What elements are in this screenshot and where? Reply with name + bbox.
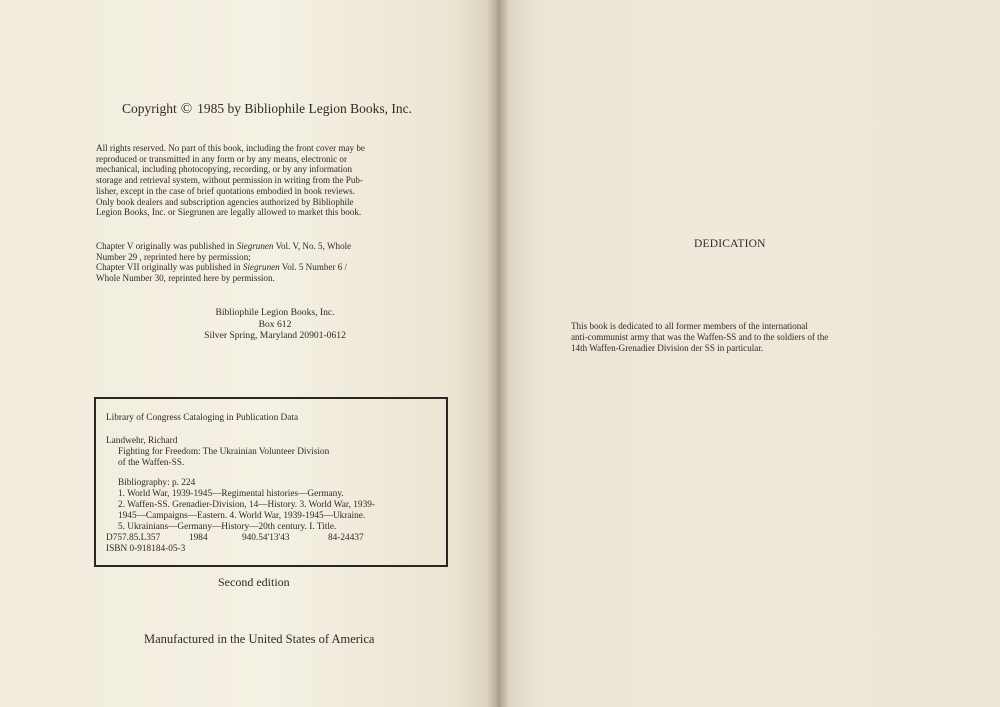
manufactured-line: Manufactured in the United States of America	[144, 632, 375, 646]
cip-subject-line: 1945—Campaigns—Eastern. 4. World War, 1939-1945—Ukraine.	[118, 511, 366, 521]
chapter-notes	[96, 241, 351, 284]
dedication-line: This book is dedicated to all former members of the international	[571, 321, 808, 331]
copyright-page	[0, 0, 492, 707]
cip-year: 1984	[189, 533, 208, 543]
publisher-address	[180, 307, 370, 342]
periodical-title: Siegrunen	[236, 241, 274, 251]
cip-heading: Library of Congress Cataloging in Publication Data	[106, 413, 299, 423]
rights-reserved-paragraph	[96, 143, 454, 218]
publisher-box: Box 612	[258, 318, 292, 330]
chapter-7-note	[96, 262, 351, 273]
cip-author: Landwehr, Richard	[106, 436, 178, 446]
rights-line: Only book dealers and subscription agencies authorized by Bibliophile	[96, 196, 354, 207]
chapter-7-note-line2: Whole Number 30, reprinted here by permission.	[96, 273, 275, 284]
rights-line: lisher, except in the case of brief quotations embodied in book reviews.	[96, 185, 355, 196]
rights-line: reproduced or transmitted in any form or by any means, electronic or	[96, 153, 348, 164]
note-text: Chapter V originally was published in	[96, 241, 237, 251]
dedication-text	[571, 321, 828, 354]
chapter-5-note	[96, 241, 351, 252]
chapter-5-note-line2: Number 29 , reprinted here by permission;	[96, 251, 251, 262]
cip-lccn: 84-24437	[328, 533, 364, 543]
rights-line: All rights reserved. No part of this book, including the front cover may be	[96, 143, 365, 153]
note-text: Vol. 5 Number 6 /	[279, 262, 348, 273]
rights-line: mechanical, including photocopying, recording, or by any information	[96, 164, 353, 175]
rights-line: Legion Books, Inc. or Siegrunen are legally allowed to market this book.	[96, 207, 362, 218]
copyright-line	[122, 101, 412, 118]
edition-label: Second edition	[218, 575, 290, 589]
rights-line: storage and retrieval system, without permission in writing from the Pub-	[96, 175, 363, 186]
cip-subject-line: 2. Waffen-SS. Grenadier-Division, 14—History. 3. World War, 1939-	[118, 500, 375, 510]
cip-dewey: 940.54'13'43	[242, 533, 290, 543]
publisher-city: Silver Spring, Maryland 20901-0612	[204, 330, 346, 341]
book-gutter	[488, 0, 510, 707]
note-text: Vol. V, No. 5, Whole	[273, 241, 352, 251]
dedication-title: DEDICATION	[694, 238, 766, 250]
dedication-line: anti-communist army that was the Waffen-SS and to the soldiers of the	[571, 332, 829, 342]
cip-isbn: ISBN 0-918184-05-3	[106, 544, 186, 554]
copyright-prefix: Copyright	[122, 101, 177, 116]
cip-data-box	[94, 397, 448, 567]
publisher-name: Bibliophile Legion Books, Inc.	[215, 307, 335, 318]
cip-subject-line: Bibliography: p. 224	[118, 478, 196, 488]
dedication-line: 14th Waffen-Grenadier Division der SS in particular.	[571, 343, 764, 353]
note-text: Chapter VII originally was published in	[96, 262, 243, 273]
cip-subject-line: 5. Ukrainians—Germany—History—20th century. I. Title.	[118, 522, 337, 532]
cip-call-number: D757.85.L357	[106, 533, 161, 543]
cip-subject-line: 1. World War, 1939-1945—Regimental histories—Germany.	[118, 489, 344, 499]
periodical-title: Siegrunen	[242, 262, 280, 273]
cip-title-line: of the Waffen-SS.	[118, 458, 185, 468]
copyright-symbol: ©	[180, 101, 193, 117]
copyright-holder: 1985 by Bibliophile Legion Books, Inc.	[197, 101, 413, 116]
cip-title-line: Fighting for Freedom: The Ukrainian Volunteer Division	[118, 447, 330, 457]
